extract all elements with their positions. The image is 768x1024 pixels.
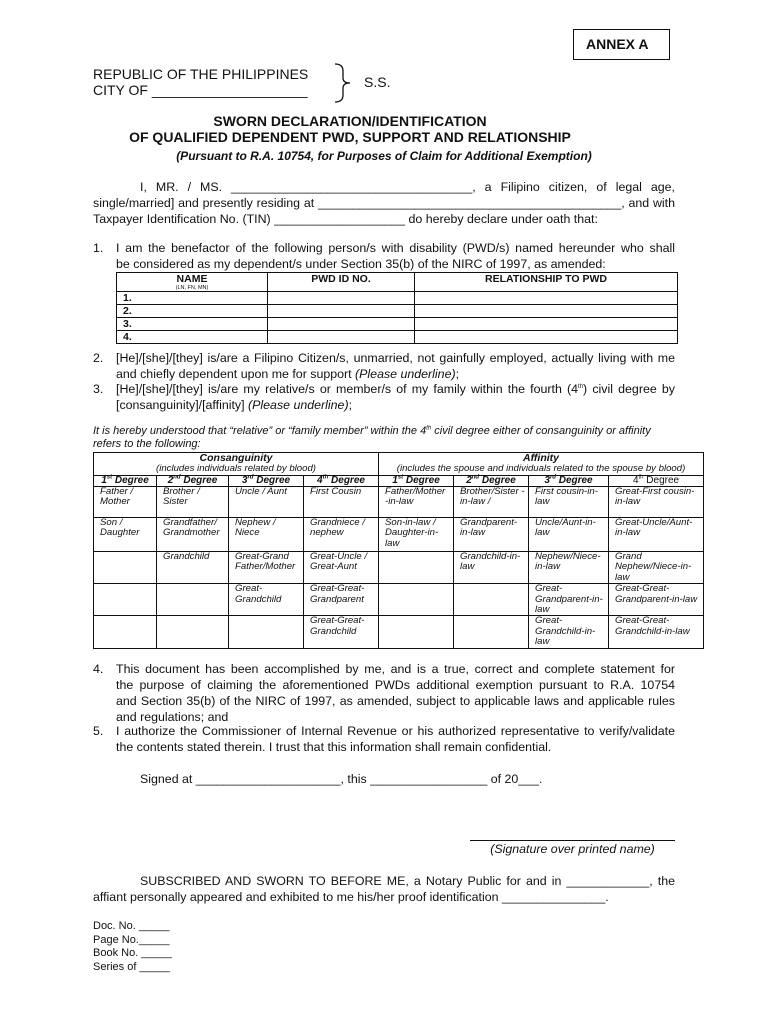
degree-cell: Great-Grand Father/Mother [229, 551, 304, 583]
item-2-line-2: and chiefly dependent upon me for support (Please underline); [116, 367, 460, 381]
degree-cell: Great-Great-Grandchild [304, 616, 379, 648]
degree-cell [379, 584, 454, 616]
item-4-line-1: This document has been accomplished by me, and is a true, correct and complete statement for [116, 662, 675, 676]
degree-cell: Nephew / Niece [229, 517, 304, 551]
understood-line-1: It is hereby understood that “relative” or “family member” within the 4th civil degree either of consanguinity or affinity [93, 425, 651, 437]
degree-header: 3rd Degree [229, 475, 304, 486]
degree-cell [454, 616, 529, 648]
col-name-label: NAME [176, 273, 208, 285]
table-row [117, 318, 678, 331]
city-line: CITY OF ____________________ [93, 82, 308, 98]
degree-cell: First cousin-in-law [529, 486, 609, 517]
degree-table-body [94, 486, 704, 648]
signature-caption: (Signature over printed name) [490, 842, 655, 856]
affinity-header: Affinity (includes the spouse and individuals related to the spouse by blood) [379, 453, 704, 476]
republic-line: REPUBLIC OF THE PHILIPPINES [93, 66, 309, 82]
table-row [117, 292, 678, 305]
item-1-number: 1. [93, 241, 104, 255]
degree-header: 4th Degree [304, 475, 379, 486]
item-4-line-3: and Section 35(b) of the NIRC of 1997, as amended, subject to applicable laws and applicable rules [116, 694, 675, 708]
table-row [94, 517, 704, 551]
degree-cell: Grandfather/ Grandmother [157, 517, 229, 551]
title-line-1: SWORN DECLARATION/IDENTIFICATION [213, 113, 487, 129]
item-3-line-2: [consanguinity]/[affinity] (Please underline); [116, 398, 353, 412]
col-name-header [117, 273, 268, 292]
degree-header: 1st Degree [379, 475, 454, 486]
row-number: 1. [117, 292, 268, 305]
degree-cell [229, 616, 304, 648]
degree-cell: Grand Nephew/Niece-in-law [609, 551, 704, 583]
degree-cell: Great-Uncle/Aunt-in-law [609, 517, 704, 551]
intro-line-3: Taxpayer Identification No. (TIN) ___________________ do hereby declare under oath that: [93, 212, 598, 226]
intro-line-2: single/married] and presently residing at ____________________________________________, and with [93, 196, 675, 210]
item-3-number: 3. [93, 382, 104, 396]
item-4-line-2: the purpose of claiming the aforementioned PWDs additional exemption pursuant to R.A. 10754 [116, 678, 675, 692]
degree-table [93, 452, 704, 649]
pwd-table [116, 272, 678, 344]
item-4-number: 4. [93, 662, 104, 676]
degree-cell: Grandniece / nephew [304, 517, 379, 551]
degree-cell: Son / Daughter [94, 517, 157, 551]
degree-header: 2nd Degree [454, 475, 529, 486]
item-1-line-1: I am the benefactor of the following person/s with disability (PWD/s) named hereunder who shall [116, 241, 675, 255]
table-row [94, 551, 704, 583]
pwd-id-cell [268, 318, 415, 331]
item-4-line-4: and regulations; and [116, 710, 229, 724]
series-of: Series of _____ [93, 960, 171, 973]
signature-line [470, 840, 675, 841]
subscribed-line-1: SUBSCRIBED AND SWORN TO BEFORE ME, a Notary Public for and in ____________, the [140, 874, 675, 888]
degree-group-header [94, 453, 704, 476]
degree-cell: Grandchild [157, 551, 229, 583]
item-5-line-1: I authorize the Commissioner of Internal Revenue or his authorized representative to verify/validate [116, 724, 675, 738]
relationship-cell [415, 305, 678, 318]
pwd-id-cell [268, 305, 415, 318]
subtitle: (Pursuant to R.A. 10754, for Purposes of Claim for Additional Exemption) [176, 149, 592, 163]
annex-label: ANNEX A [573, 29, 670, 60]
doc-no: Doc. No. _____ [93, 920, 170, 932]
degree-cell [157, 584, 229, 616]
relationship-cell [415, 292, 678, 305]
degree-cell: Brother/Sister -in-law / [454, 486, 529, 517]
understood-text [93, 425, 651, 451]
subscribed-line-2: affiant personally appeared and exhibited to me his/her proof identification _______________. [93, 890, 609, 904]
row-number: 2. [117, 305, 268, 318]
col-rel-header: RELATIONSHIP TO PWD [415, 273, 678, 292]
item-1-line-2: be considered as my dependent/s under Section 35(b) of the NIRC of 1997, as amended: [116, 257, 606, 271]
degree-cell: Grandparent-in-law [454, 517, 529, 551]
consanguinity-header: Consanguinity (includes individuals related by blood) [94, 453, 379, 476]
degree-header-row [94, 475, 704, 486]
degree-cell [157, 616, 229, 648]
degree-cell: Great-Uncle / Great-Aunt [304, 551, 379, 583]
degree-cell: Brother / Sister [157, 486, 229, 517]
degree-cell: Father / Mother [94, 486, 157, 517]
degree-cell: First Cousin [304, 486, 379, 517]
degree-cell: Nephew/Niece-in-law [529, 551, 609, 583]
notary-block [93, 920, 172, 974]
degree-cell: Uncle/Aunt-in-law [529, 517, 609, 551]
relationship-cell [415, 331, 678, 344]
item-5-number: 5. [93, 724, 104, 738]
degree-cell: Father/Mother -in-law [379, 486, 454, 517]
degree-cell: Great-Great-Grandparent [304, 584, 379, 616]
understood-line-2: refers to the following: [93, 438, 201, 450]
table-row [94, 616, 704, 648]
item-2-number: 2. [93, 351, 104, 365]
degree-cell: Great-Great-Grandparent-in-law [609, 584, 704, 616]
degree-cell [94, 584, 157, 616]
degree-header: 1st Degree [94, 475, 157, 486]
degree-cell: Grandchild-in-law [454, 551, 529, 583]
degree-header: 4th Degree [609, 475, 704, 486]
table-row [94, 584, 704, 616]
degree-cell [454, 584, 529, 616]
degree-header: 2nd Degree [157, 475, 229, 486]
col-id-header: PWD ID NO. [268, 273, 415, 292]
pwd-table-header [117, 273, 678, 292]
item-3-line-1: [He]/[she]/[they] is/are my relative/s or member/s of my family within the fourth (4th) civil degree by [116, 382, 675, 396]
degree-cell: Uncle / Aunt [229, 486, 304, 517]
ss-label: S.S. [364, 74, 391, 90]
item-2-line-1: [He]/[she]/[they] is/are a Filipino Citizen/s, unmarried, not gainfully employed, actually living with me [116, 351, 675, 365]
degree-cell: Great-Great-Grandchild-in-law [609, 616, 704, 648]
signed-line: Signed at _____________________, this _________________ of 20___. [140, 772, 543, 786]
col-name-sub: (LN, FN, MN) [175, 285, 209, 291]
degree-cell: Great-Grandchild [229, 584, 304, 616]
relationship-cell [415, 318, 678, 331]
page-no: Page No._____ [93, 933, 170, 946]
degree-cell: Great-Grandparent-in-law [529, 584, 609, 616]
brace-icon [333, 63, 353, 103]
degree-cell: Great-Grandchild-in-law [529, 616, 609, 648]
degree-header: 3rd Degree [529, 475, 609, 486]
row-number: 4. [117, 331, 268, 344]
title-line-2: OF QUALIFIED DEPENDENT PWD, SUPPORT AND RELATIONSHIP [129, 129, 571, 145]
table-row [94, 486, 704, 517]
degree-cell [94, 616, 157, 648]
degree-cell: Great-First cousin-in-law [609, 486, 704, 517]
degree-cell: Son-in-law / Daughter-in-law [379, 517, 454, 551]
item-5-line-2: the contents stated therein. I trust that this information shall remain confidential. [116, 740, 552, 754]
pwd-id-cell [268, 292, 415, 305]
degree-cell [94, 551, 157, 583]
table-row [117, 305, 678, 318]
row-number: 3. [117, 318, 268, 331]
intro-line-1: I, MR. / MS. ___________________________________, a Filipino citizen, of legal age, [140, 180, 675, 194]
table-row [117, 331, 678, 344]
book-no: Book No. _____ [93, 947, 172, 959]
degree-cell [379, 551, 454, 583]
pwd-id-cell [268, 331, 415, 344]
degree-cell [379, 616, 454, 648]
